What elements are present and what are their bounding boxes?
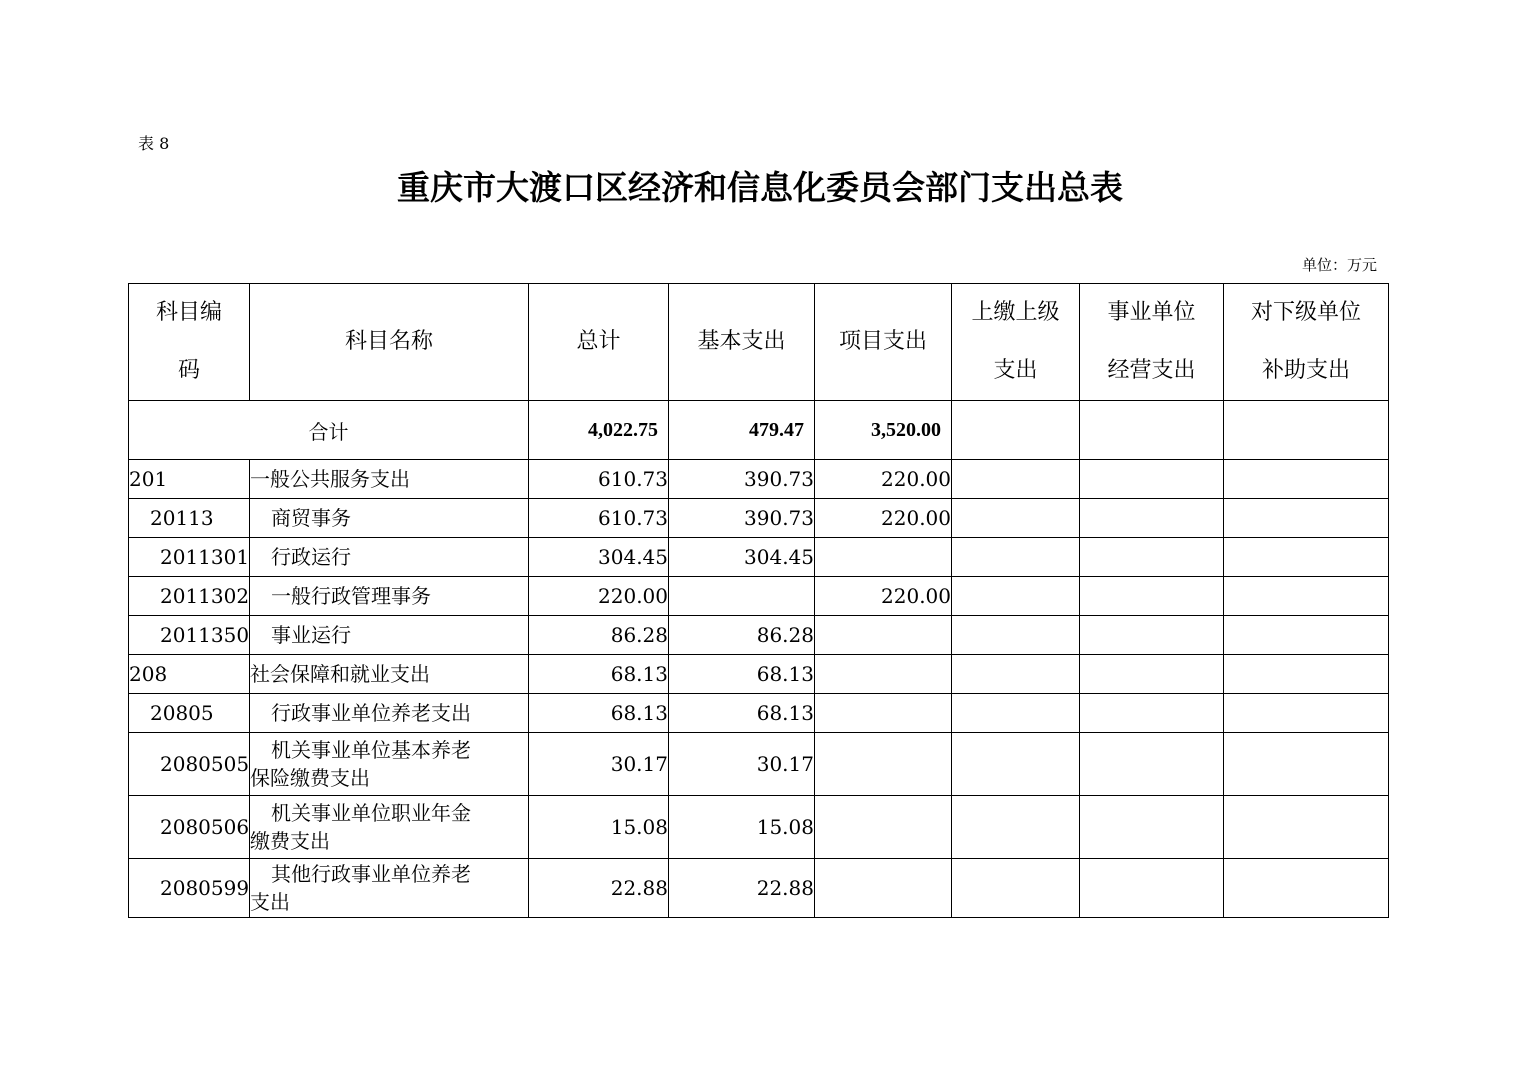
table-row bbox=[129, 499, 1389, 538]
row-enterprise bbox=[1080, 577, 1224, 616]
row-name-line: 事业运行 bbox=[271, 623, 351, 647]
row-name bbox=[250, 694, 529, 733]
row-enterprise bbox=[1080, 616, 1224, 655]
total-project: 3,520.00 bbox=[815, 401, 952, 460]
row-code: 2080599 bbox=[129, 859, 250, 918]
row-subsidy bbox=[1224, 616, 1389, 655]
header-enterprise bbox=[1080, 284, 1224, 401]
row-basic: 304.45 bbox=[669, 538, 815, 577]
row-name bbox=[250, 655, 529, 694]
row-enterprise bbox=[1080, 859, 1224, 918]
row-subsidy bbox=[1224, 460, 1389, 499]
expense-table bbox=[128, 283, 1389, 918]
header-row bbox=[129, 284, 1389, 401]
row-project bbox=[815, 694, 952, 733]
total-row bbox=[129, 401, 1389, 460]
row-project: 220.00 bbox=[815, 499, 952, 538]
table-row bbox=[129, 694, 1389, 733]
row-enterprise bbox=[1080, 538, 1224, 577]
table-number-label: 表 8 bbox=[138, 134, 170, 153]
header-upper bbox=[952, 284, 1080, 401]
row-name bbox=[250, 499, 529, 538]
row-project: 220.00 bbox=[815, 460, 952, 499]
row-total: 220.00 bbox=[529, 577, 669, 616]
row-name-line: 一般行政管理事务 bbox=[271, 584, 431, 608]
table-row bbox=[129, 859, 1389, 918]
row-enterprise bbox=[1080, 655, 1224, 694]
row-enterprise bbox=[1080, 796, 1224, 859]
row-subsidy bbox=[1224, 499, 1389, 538]
row-total: 30.17 bbox=[529, 733, 669, 796]
row-project bbox=[815, 859, 952, 918]
row-name-line: 机关事业单位职业年金 bbox=[271, 801, 471, 825]
row-basic: 22.88 bbox=[669, 859, 815, 918]
row-enterprise bbox=[1080, 460, 1224, 499]
row-code: 2011350 bbox=[129, 616, 250, 655]
row-basic: 68.13 bbox=[669, 694, 815, 733]
row-name bbox=[250, 538, 529, 577]
total-enterprise bbox=[1080, 401, 1224, 460]
header-code bbox=[129, 284, 250, 401]
row-code: 201 bbox=[129, 460, 250, 499]
row-name bbox=[250, 616, 529, 655]
row-name bbox=[250, 859, 529, 918]
row-upper bbox=[952, 655, 1080, 694]
row-basic: 390.73 bbox=[669, 460, 815, 499]
row-total: 304.45 bbox=[529, 538, 669, 577]
table-row bbox=[129, 538, 1389, 577]
row-code: 20805 bbox=[129, 694, 250, 733]
header-code-line2: 码 bbox=[177, 358, 200, 383]
total-basic: 479.47 bbox=[669, 401, 815, 460]
header-enterprise-line2: 经营支出 bbox=[1107, 358, 1196, 383]
row-subsidy bbox=[1224, 733, 1389, 796]
row-basic: 68.13 bbox=[669, 655, 815, 694]
total-subsidy bbox=[1224, 401, 1389, 460]
row-project bbox=[815, 655, 952, 694]
row-name-line: 支出 bbox=[250, 890, 290, 914]
table-row bbox=[129, 616, 1389, 655]
row-subsidy bbox=[1224, 796, 1389, 859]
row-code: 208 bbox=[129, 655, 250, 694]
row-upper bbox=[952, 460, 1080, 499]
row-total: 15.08 bbox=[529, 796, 669, 859]
data-rows bbox=[129, 460, 1389, 918]
row-subsidy bbox=[1224, 538, 1389, 577]
row-project bbox=[815, 616, 952, 655]
row-project bbox=[815, 538, 952, 577]
row-name bbox=[250, 796, 529, 859]
row-upper bbox=[952, 499, 1080, 538]
row-name-line: 其他行政事业单位养老 bbox=[271, 862, 471, 886]
row-name-line: 商贸事务 bbox=[271, 506, 351, 530]
header-basic bbox=[669, 284, 815, 401]
row-basic bbox=[669, 577, 815, 616]
row-upper bbox=[952, 694, 1080, 733]
row-basic: 15.08 bbox=[669, 796, 815, 859]
header-basic-text: 基本支出 bbox=[697, 329, 786, 354]
header-code-line1: 科目编 bbox=[155, 300, 222, 325]
unit-note: 单位：万元 bbox=[1301, 256, 1377, 274]
header-name-text: 科目名称 bbox=[344, 329, 433, 354]
row-name bbox=[250, 460, 529, 499]
total-total: 4,022.75 bbox=[529, 401, 669, 460]
header-project bbox=[815, 284, 952, 401]
header-name bbox=[250, 284, 529, 401]
row-upper bbox=[952, 616, 1080, 655]
table-row bbox=[129, 460, 1389, 499]
row-name-line: 缴费支出 bbox=[250, 829, 330, 853]
row-upper bbox=[952, 859, 1080, 918]
row-total: 610.73 bbox=[529, 460, 669, 499]
row-subsidy bbox=[1224, 859, 1389, 918]
row-basic: 86.28 bbox=[669, 616, 815, 655]
row-code: 2080506 bbox=[129, 796, 250, 859]
row-basic: 390.73 bbox=[669, 499, 815, 538]
row-project: 220.00 bbox=[815, 577, 952, 616]
table-row bbox=[129, 577, 1389, 616]
row-enterprise bbox=[1080, 694, 1224, 733]
header-project-text: 项目支出 bbox=[838, 329, 927, 354]
total-upper bbox=[952, 401, 1080, 460]
header-upper-line2: 支出 bbox=[993, 358, 1038, 383]
row-upper bbox=[952, 577, 1080, 616]
row-subsidy bbox=[1224, 655, 1389, 694]
row-name-line: 机关事业单位基本养老 bbox=[271, 738, 471, 762]
row-code: 20113 bbox=[129, 499, 250, 538]
row-subsidy bbox=[1224, 694, 1389, 733]
row-total: 68.13 bbox=[529, 655, 669, 694]
header-upper-line1: 上缴上级 bbox=[971, 300, 1060, 325]
row-basic: 30.17 bbox=[669, 733, 815, 796]
table-row bbox=[129, 655, 1389, 694]
row-code: 2011301 bbox=[129, 538, 250, 577]
table-row bbox=[129, 796, 1389, 859]
row-upper bbox=[952, 538, 1080, 577]
row-name-line: 行政事业单位养老支出 bbox=[271, 701, 471, 725]
page-title: 重庆市大渡口区经济和信息化委员会部门支出总表 bbox=[397, 168, 1123, 207]
header-subsidy-line1: 对下级单位 bbox=[1250, 300, 1361, 325]
row-total: 86.28 bbox=[529, 616, 669, 655]
row-total: 610.73 bbox=[529, 499, 669, 538]
row-name bbox=[250, 577, 529, 616]
row-code: 2080505 bbox=[129, 733, 250, 796]
table-row bbox=[129, 733, 1389, 796]
row-subsidy bbox=[1224, 577, 1389, 616]
header-total-text: 总计 bbox=[576, 329, 621, 354]
row-code: 2011302 bbox=[129, 577, 250, 616]
row-total: 22.88 bbox=[529, 859, 669, 918]
row-name-line: 一般公共服务支出 bbox=[250, 467, 410, 491]
row-project bbox=[815, 796, 952, 859]
row-name-line: 行政运行 bbox=[271, 545, 351, 569]
row-upper bbox=[952, 796, 1080, 859]
row-project bbox=[815, 733, 952, 796]
header-enterprise-line1: 事业单位 bbox=[1107, 300, 1196, 325]
row-enterprise bbox=[1080, 499, 1224, 538]
header-total bbox=[529, 284, 669, 401]
row-total: 68.13 bbox=[529, 694, 669, 733]
row-upper bbox=[952, 733, 1080, 796]
row-name-line: 保险缴费支出 bbox=[250, 766, 370, 790]
row-name bbox=[250, 733, 529, 796]
row-name-line: 社会保障和就业支出 bbox=[250, 662, 430, 686]
header-subsidy-line2: 补助支出 bbox=[1261, 358, 1350, 383]
total-label: 合计 bbox=[129, 401, 529, 460]
row-enterprise bbox=[1080, 733, 1224, 796]
header-subsidy bbox=[1224, 284, 1389, 401]
